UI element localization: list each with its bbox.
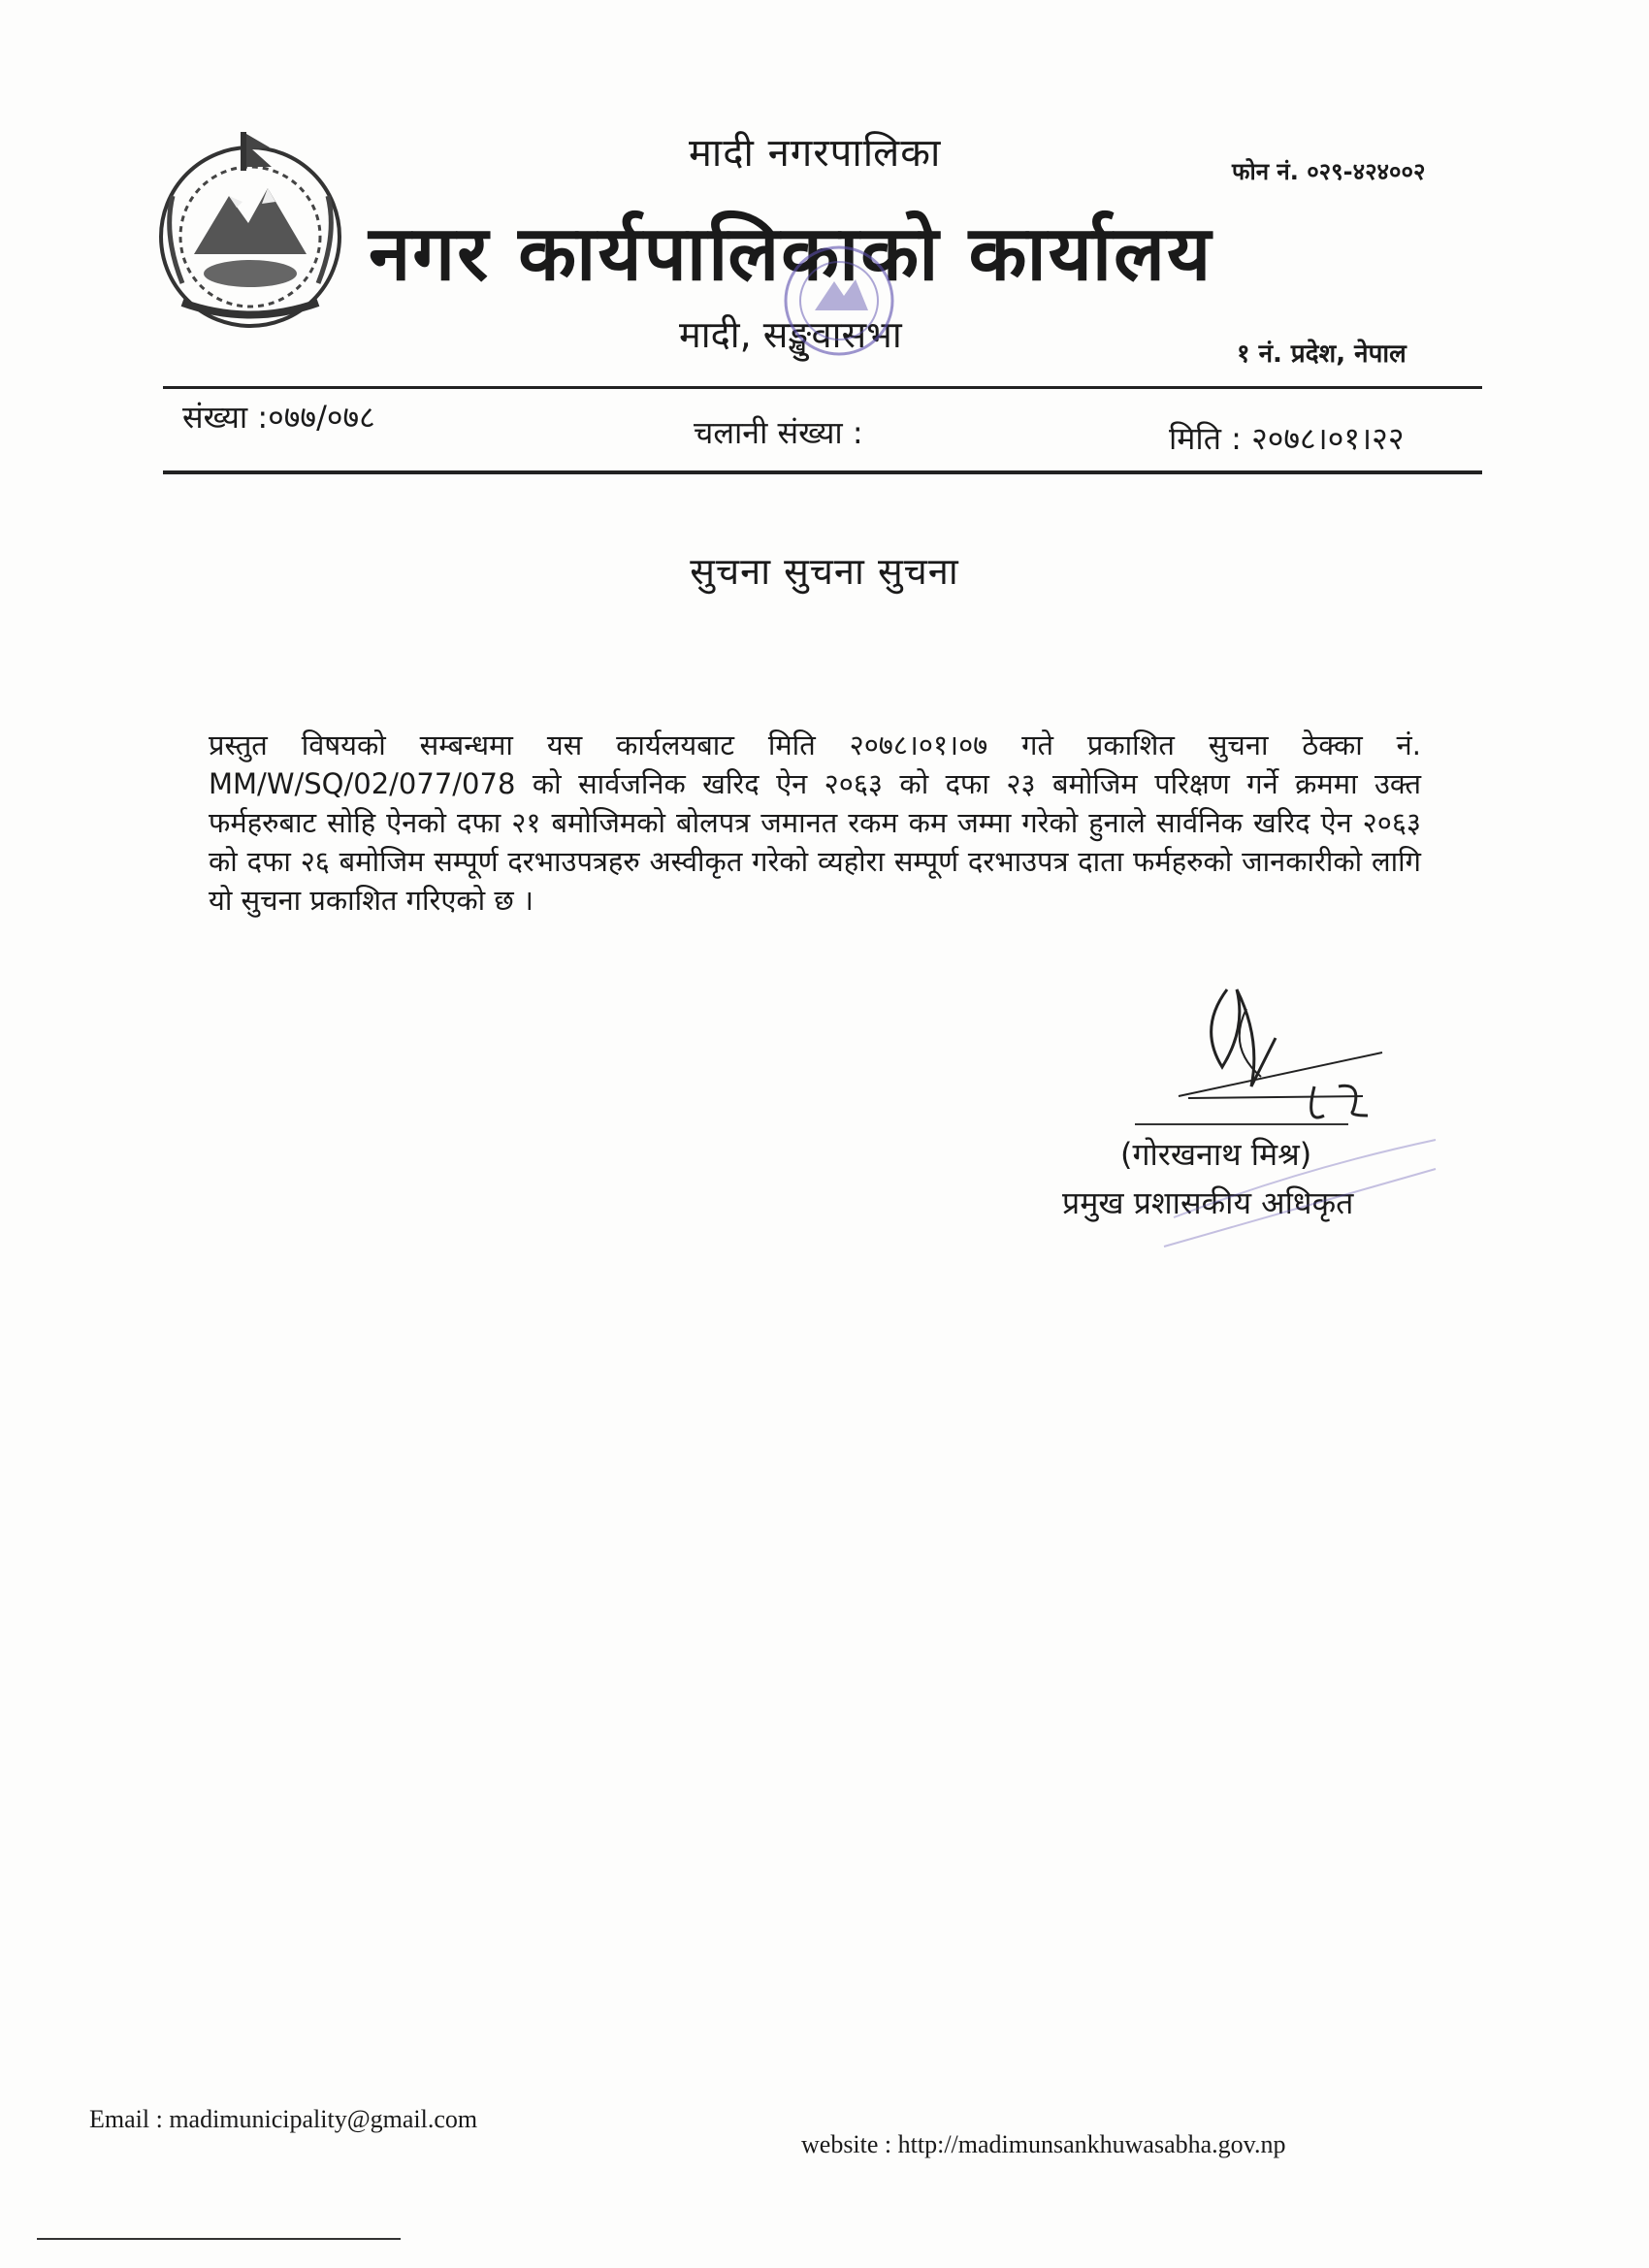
office-stamp-icon xyxy=(766,243,912,427)
notice-heading: सुचना सुचना सुचना xyxy=(690,550,959,593)
signatory-name: (गोरखनाथ मिश्र) xyxy=(1120,1136,1312,1173)
footer-email: Email : madimunicipality@gmail.com xyxy=(89,2105,478,2133)
signature-icon xyxy=(1169,970,1392,1145)
letter-date: मिति : २०७८।०१।२२ xyxy=(1169,420,1405,457)
officer-stamp-icon xyxy=(1145,1130,1465,1256)
header-divider-bottom xyxy=(163,470,1482,474)
signature-line xyxy=(1135,1123,1348,1125)
nepal-emblem-icon xyxy=(144,128,357,332)
notice-body: प्रस्तुत विषयको सम्बन्धमा यस कार्यलयबाट मिति २०७८।०१।०७ गते प्रकाशित सुचना ठेक्का नं. MM/W/SQ/02/077/078 को सार्वजनिक खरिद ऐन २०६३ को दफा २३ बमोजिम परिक्षण गर्ने क्रममा उक्त फर्महरुबाट सोहि ऐनको दफा २१ बमोजिमको बोलपत्र जमानत रकम कम जम्मा गरेको हुनाले सार्वनिक खरिद ऐन २०६३ को दफा २६ बमोजिम सम्पूर्ण दरभाउपत्रहरु अस्वीकृत गरेको व्यहोरा सम्पूर्ण दरभाउपत्र दाता फर्महरुको जानकारीको लागि यो सुचना प्रकाशित गरिएको छ । xyxy=(209,729,1421,917)
office-title: नगर कार्यपालिकाको कार्यालय xyxy=(369,211,1213,298)
reference-number: संख्या :०७७/०७८ xyxy=(182,399,375,436)
footer-divider xyxy=(37,2238,401,2240)
dispatch-number: चलानी संख्या : xyxy=(694,414,863,451)
province-label: १ नं. प्रदेश, नेपाल xyxy=(1237,340,1406,369)
phone-number: फोन नं. ०२९-४२४००२ xyxy=(1232,158,1426,185)
footer-website: website : http://madimunsankhuwasabha.gov.np xyxy=(801,2130,1286,2158)
office-location: मादी, सङ्खुवासभा xyxy=(679,313,902,356)
signatory-title: प्रमुख प्रशासकीय अधिकृत xyxy=(1062,1184,1354,1221)
municipality-name: मादी नगरपालिका xyxy=(689,131,942,176)
